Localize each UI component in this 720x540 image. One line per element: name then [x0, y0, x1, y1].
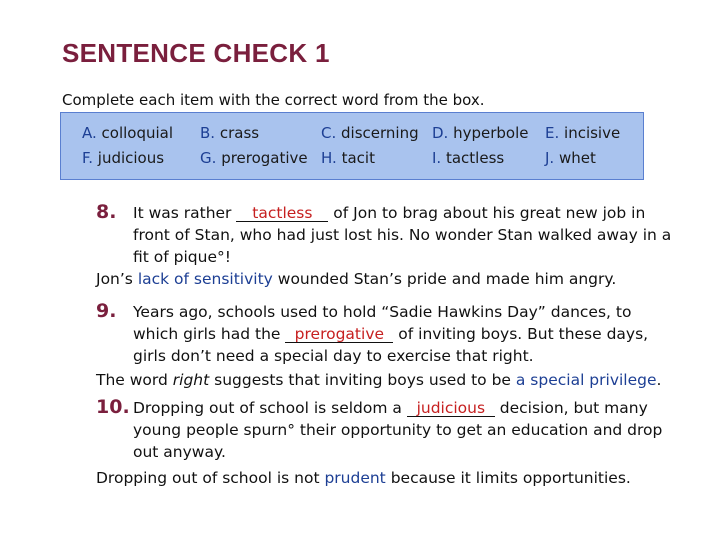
item-9 — [96, 301, 678, 367]
word-option-h — [321, 149, 375, 167]
explanation-text: Jon’s — [96, 270, 138, 288]
word-option-f — [82, 149, 164, 167]
word-option-a — [82, 124, 173, 142]
word-option-j — [545, 149, 596, 167]
word-text: incisive — [564, 124, 621, 142]
explanation-text: wounded Stan’s pride and made him angry. — [272, 270, 617, 288]
word-text: whet — [558, 149, 596, 167]
word-letter: H. — [321, 149, 337, 167]
explanation-italic: right — [172, 371, 210, 389]
explanation-text: The word — [96, 371, 173, 389]
word-letter: C. — [321, 124, 337, 142]
item-sentence — [133, 202, 678, 268]
word-text: prerogative — [221, 149, 308, 167]
sentence-after: of Jon to brag about his great new job in front of Stan, who had just lost his. No wonder Stan walked away in a fit of pique°! — [133, 204, 672, 266]
explanation-highlight: lack of sensitivity — [137, 270, 273, 288]
item-8-explanation — [96, 268, 616, 290]
word-letter: G. — [200, 149, 217, 167]
explanation-highlight: prudent — [324, 469, 386, 487]
word-option-g — [200, 149, 308, 167]
item-8 — [96, 202, 678, 268]
explanation-text: because it limits opportunities. — [385, 469, 631, 487]
explanation-text: Dropping out of school is not — [96, 469, 325, 487]
word-text: judicious — [97, 149, 165, 167]
item-number: 10. — [96, 396, 130, 418]
sentence-before: Dropping out of school is seldom a — [133, 399, 407, 417]
word-text: tactless — [441, 149, 505, 167]
answer-blank: judicious — [407, 400, 495, 417]
item-number: 9. — [96, 300, 117, 322]
item-sentence — [133, 397, 678, 463]
word-letter: I. — [432, 149, 442, 167]
word-text: colloquial — [101, 124, 174, 142]
sentence-before: It was rather — [133, 204, 237, 222]
explanation-text: suggests that inviting boys used to be — [209, 371, 516, 389]
explanation-text: . — [656, 371, 662, 389]
item-10-explanation — [96, 467, 631, 489]
explanation-highlight: a special privilege — [515, 371, 657, 389]
item-sentence — [133, 301, 678, 367]
sentence-before: Years ago, schools used to hold “Sadie Hawkins Day” dances, to which girls had the — [133, 303, 632, 343]
word-text: crass — [219, 124, 260, 142]
answer-blank: tactless — [236, 205, 328, 222]
word-option-e — [545, 124, 620, 142]
word-option-d — [432, 124, 529, 142]
word-letter: J. — [545, 149, 555, 167]
word-letter: A. — [82, 124, 97, 142]
item-number: 8. — [96, 201, 117, 223]
word-letter: B. — [200, 124, 216, 142]
sentence-after: decision, but many young people spurn° their opportunity to get an education and drop out anyway. — [133, 399, 663, 461]
word-text: hyperbole — [453, 124, 529, 142]
word-box — [60, 112, 644, 180]
word-option-b — [200, 124, 259, 142]
answer-blank: prerogative — [285, 326, 393, 343]
sentence-after: of inviting boys. But these days, girls don’t need a special day to exercise that right. — [133, 325, 649, 365]
word-letter: D. — [432, 124, 449, 142]
item-10 — [96, 397, 678, 463]
word-letter: F. — [82, 149, 93, 167]
page-title: SENTENCE CHECK 1 — [62, 38, 330, 68]
word-option-i — [432, 149, 504, 167]
instructions: Complete each item with the correct word from the box. — [62, 91, 485, 109]
word-option-c — [321, 124, 419, 142]
word-letter: E. — [545, 124, 560, 142]
word-text: discerning — [341, 124, 419, 142]
item-9-explanation — [96, 369, 661, 391]
word-text: tacit — [341, 149, 375, 167]
